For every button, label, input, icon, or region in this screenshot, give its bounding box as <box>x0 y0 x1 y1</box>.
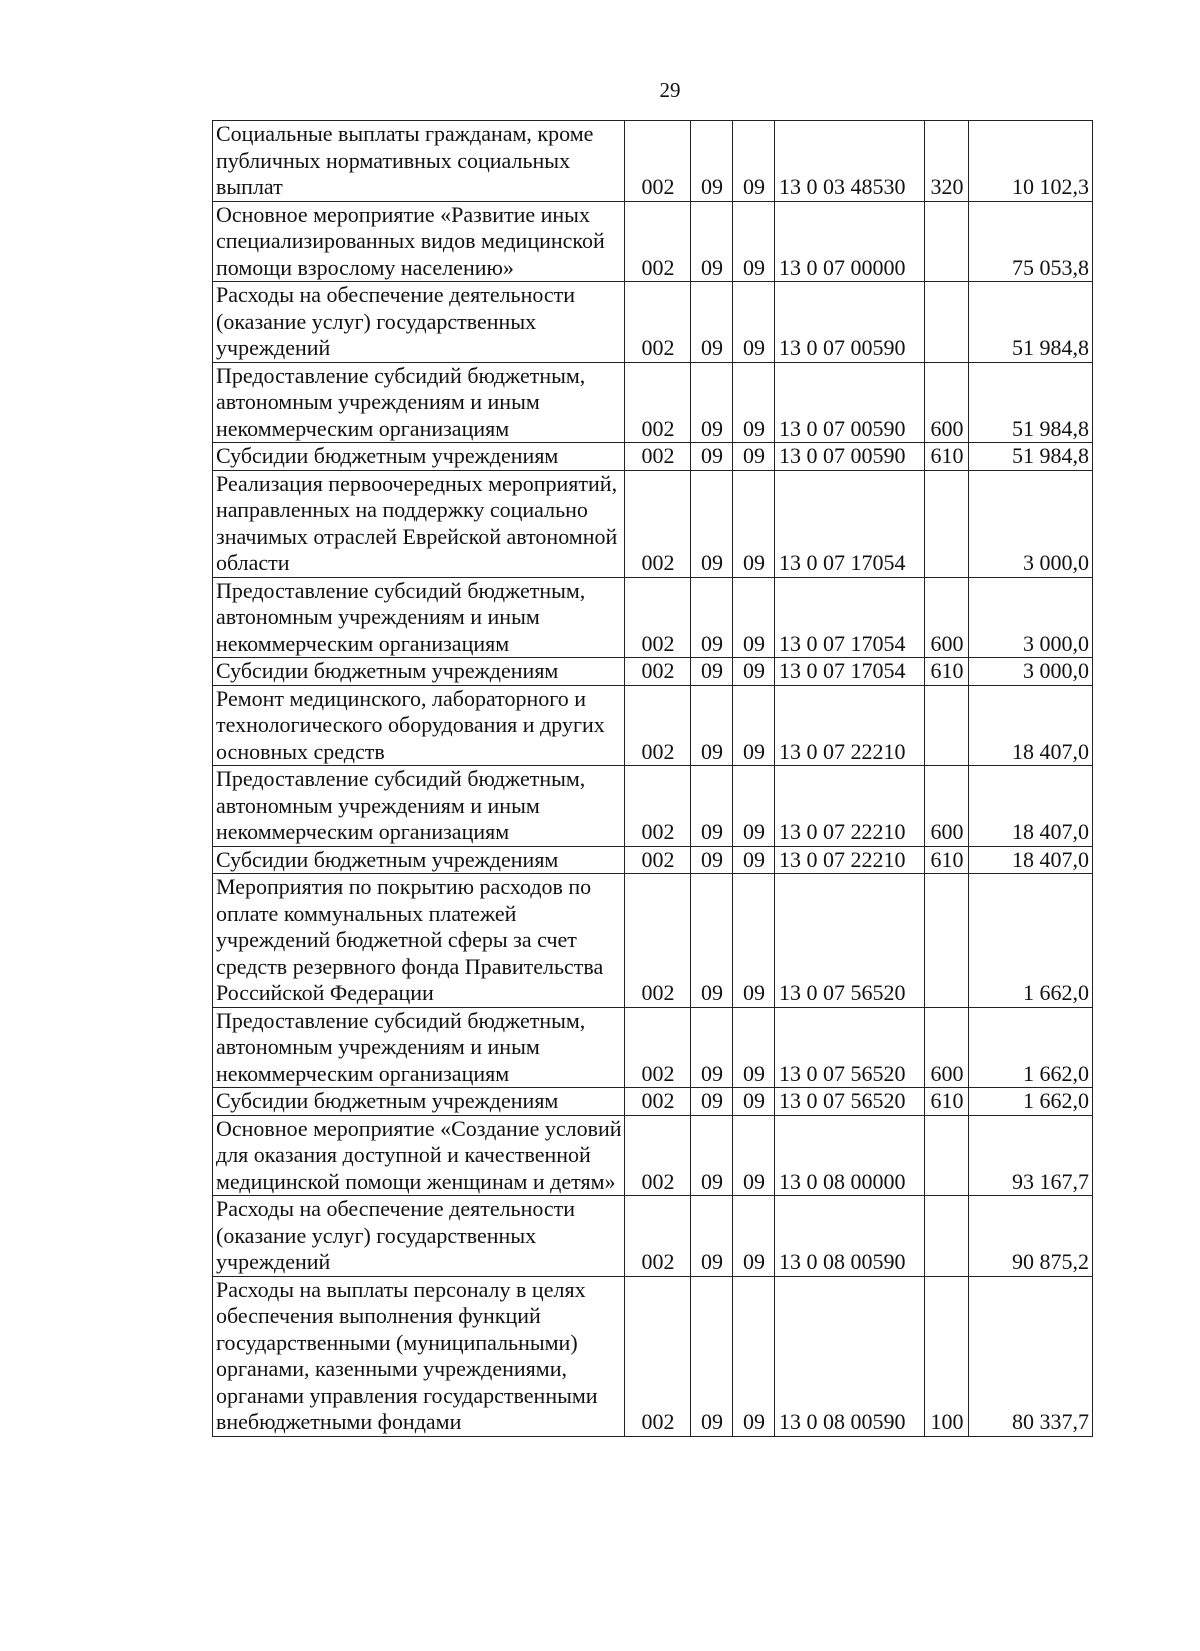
expense-name-cell: Ремонт медицинского, лабораторного и технологического оборудования и других основных средств <box>213 685 625 766</box>
subsection-code-cell: 09 <box>733 685 775 766</box>
table-row <box>213 766 1093 847</box>
subsection-code-cell: 09 <box>733 201 775 282</box>
expense-type-code-cell: 100 <box>925 1276 969 1436</box>
amount-cell: 18 407,0 <box>969 846 1093 874</box>
expense-name-cell: Основное мероприятие «Развитие иных специализированных видов медицинской помощи взрослому населению» <box>213 201 625 282</box>
expense-type-code-cell <box>925 1115 969 1196</box>
budget-table <box>212 120 1093 1437</box>
target-article-code-cell: 13 0 07 56520 <box>775 1088 925 1116</box>
expense-type-code-cell <box>925 1196 969 1277</box>
amount-cell: 1 662,0 <box>969 1088 1093 1116</box>
amount-cell: 18 407,0 <box>969 685 1093 766</box>
ministry-code-cell: 002 <box>625 443 691 471</box>
target-article-code-cell: 13 0 07 17054 <box>775 658 925 686</box>
subsection-code-cell: 09 <box>733 1007 775 1088</box>
amount-cell: 80 337,7 <box>969 1276 1093 1436</box>
section-code-cell: 09 <box>691 470 733 577</box>
table-row <box>213 1196 1093 1277</box>
target-article-code-cell: 13 0 07 00590 <box>775 362 925 443</box>
table-row <box>213 121 1093 202</box>
expense-name-cell: Субсидии бюджетным учреждениям <box>213 443 625 471</box>
amount-cell: 1 662,0 <box>969 874 1093 1008</box>
expense-name-cell: Предоставление субсидий бюджетным, автономным учреждениям и иным некоммерческим организациям <box>213 362 625 443</box>
table-row <box>213 1088 1093 1116</box>
table-row <box>213 685 1093 766</box>
expense-name-cell: Мероприятия по покрытию расходов по оплате коммунальных платежей учреждений бюджетной сферы за счет средств резервного фонда Правительства Российской Федерации <box>213 874 625 1008</box>
section-code-cell: 09 <box>691 1007 733 1088</box>
expense-type-code-cell: 320 <box>925 121 969 202</box>
amount-cell: 93 167,7 <box>969 1115 1093 1196</box>
section-code-cell: 09 <box>691 362 733 443</box>
expense-name-cell: Расходы на выплаты персоналу в целях обеспечения выполнения функций государственными (муниципальными) органами, казенными учреждениями, органами управления государственными внебюджетными фондами <box>213 1276 625 1436</box>
table-row <box>213 282 1093 363</box>
expense-name-cell: Социальные выплаты гражданам, кроме публичных нормативных социальных выплат <box>213 121 625 202</box>
table-row <box>213 846 1093 874</box>
ministry-code-cell: 002 <box>625 874 691 1008</box>
amount-cell: 51 984,8 <box>969 443 1093 471</box>
expense-name-cell: Предоставление субсидий бюджетным, автономным учреждениям и иным некоммерческим организациям <box>213 577 625 658</box>
section-code-cell: 09 <box>691 874 733 1008</box>
section-code-cell: 09 <box>691 577 733 658</box>
subsection-code-cell: 09 <box>733 443 775 471</box>
amount-cell: 18 407,0 <box>969 766 1093 847</box>
ministry-code-cell: 002 <box>625 1276 691 1436</box>
expense-type-code-cell: 600 <box>925 766 969 847</box>
target-article-code-cell: 13 0 07 00590 <box>775 282 925 363</box>
ministry-code-cell: 002 <box>625 1115 691 1196</box>
target-article-code-cell: 13 0 07 22210 <box>775 685 925 766</box>
expense-type-code-cell <box>925 685 969 766</box>
section-code-cell: 09 <box>691 1115 733 1196</box>
expense-type-code-cell <box>925 874 969 1008</box>
section-code-cell: 09 <box>691 443 733 471</box>
expense-type-code-cell <box>925 201 969 282</box>
target-article-code-cell: 13 0 07 00000 <box>775 201 925 282</box>
amount-cell: 3 000,0 <box>969 577 1093 658</box>
table-row <box>213 874 1093 1008</box>
subsection-code-cell: 09 <box>733 1115 775 1196</box>
section-code-cell: 09 <box>691 846 733 874</box>
target-article-code-cell: 13 0 07 56520 <box>775 1007 925 1088</box>
target-article-code-cell: 13 0 03 48530 <box>775 121 925 202</box>
subsection-code-cell: 09 <box>733 362 775 443</box>
expense-type-code-cell: 610 <box>925 846 969 874</box>
amount-cell: 75 053,8 <box>969 201 1093 282</box>
expense-type-code-cell: 610 <box>925 1088 969 1116</box>
expense-name-cell: Субсидии бюджетным учреждениям <box>213 658 625 686</box>
table-row <box>213 1007 1093 1088</box>
section-code-cell: 09 <box>691 1196 733 1277</box>
section-code-cell: 09 <box>691 1276 733 1436</box>
expense-type-code-cell <box>925 282 969 363</box>
subsection-code-cell: 09 <box>733 874 775 1008</box>
expense-name-cell: Предоставление субсидий бюджетным, автономным учреждениям и иным некоммерческим организациям <box>213 1007 625 1088</box>
ministry-code-cell: 002 <box>625 685 691 766</box>
subsection-code-cell: 09 <box>733 121 775 202</box>
expense-name-cell: Основное мероприятие «Создание условий для оказания доступной и качественной медицинской помощи женщинам и детям» <box>213 1115 625 1196</box>
ministry-code-cell: 002 <box>625 658 691 686</box>
ministry-code-cell: 002 <box>625 282 691 363</box>
amount-cell: 10 102,3 <box>969 121 1093 202</box>
amount-cell: 3 000,0 <box>969 658 1093 686</box>
table-row <box>213 470 1093 577</box>
expense-type-code-cell: 610 <box>925 658 969 686</box>
page-number: 29 <box>659 78 681 102</box>
table-body <box>213 121 1093 1437</box>
subsection-code-cell: 09 <box>733 470 775 577</box>
ministry-code-cell: 002 <box>625 1196 691 1277</box>
target-article-code-cell: 13 0 07 17054 <box>775 577 925 658</box>
expense-name-cell: Расходы на обеспечение деятельности (оказание услуг) государственных учреждений <box>213 282 625 363</box>
expense-name-cell: Расходы на обеспечение деятельности (оказание услуг) государственных учреждений <box>213 1196 625 1277</box>
amount-cell: 90 875,2 <box>969 1196 1093 1277</box>
subsection-code-cell: 09 <box>733 282 775 363</box>
ministry-code-cell: 002 <box>625 470 691 577</box>
target-article-code-cell: 13 0 08 00590 <box>775 1196 925 1277</box>
subsection-code-cell: 09 <box>733 1088 775 1116</box>
section-code-cell: 09 <box>691 766 733 847</box>
section-code-cell: 09 <box>691 1088 733 1116</box>
amount-cell: 3 000,0 <box>969 470 1093 577</box>
ministry-code-cell: 002 <box>625 846 691 874</box>
ministry-code-cell: 002 <box>625 1007 691 1088</box>
target-article-code-cell: 13 0 07 56520 <box>775 874 925 1008</box>
table-row <box>213 658 1093 686</box>
target-article-code-cell: 13 0 08 00590 <box>775 1276 925 1436</box>
table-row <box>213 1276 1093 1436</box>
expense-name-cell: Субсидии бюджетным учреждениям <box>213 1088 625 1116</box>
subsection-code-cell: 09 <box>733 1276 775 1436</box>
target-article-code-cell: 13 0 07 22210 <box>775 846 925 874</box>
target-article-code-cell: 13 0 07 17054 <box>775 470 925 577</box>
target-article-code-cell: 13 0 07 22210 <box>775 766 925 847</box>
table-row <box>213 577 1093 658</box>
table-row <box>213 443 1093 471</box>
amount-cell: 51 984,8 <box>969 282 1093 363</box>
ministry-code-cell: 002 <box>625 362 691 443</box>
table-row <box>213 201 1093 282</box>
expense-type-code-cell <box>925 470 969 577</box>
section-code-cell: 09 <box>691 201 733 282</box>
section-code-cell: 09 <box>691 658 733 686</box>
subsection-code-cell: 09 <box>733 577 775 658</box>
expense-type-code-cell: 600 <box>925 577 969 658</box>
target-article-code-cell: 13 0 08 00000 <box>775 1115 925 1196</box>
ministry-code-cell: 002 <box>625 1088 691 1116</box>
expense-type-code-cell: 610 <box>925 443 969 471</box>
expense-name-cell: Субсидии бюджетным учреждениям <box>213 846 625 874</box>
expense-name-cell: Реализация первоочередных мероприятий, направленных на поддержку социально значимых отраслей Еврейской автономной области <box>213 470 625 577</box>
target-article-code-cell: 13 0 07 00590 <box>775 443 925 471</box>
subsection-code-cell: 09 <box>733 658 775 686</box>
ministry-code-cell: 002 <box>625 121 691 202</box>
subsection-code-cell: 09 <box>733 766 775 847</box>
section-code-cell: 09 <box>691 685 733 766</box>
table-row <box>213 1115 1093 1196</box>
subsection-code-cell: 09 <box>733 846 775 874</box>
table-row <box>213 362 1093 443</box>
expense-type-code-cell: 600 <box>925 1007 969 1088</box>
section-code-cell: 09 <box>691 121 733 202</box>
amount-cell: 51 984,8 <box>969 362 1093 443</box>
section-code-cell: 09 <box>691 282 733 363</box>
expense-type-code-cell: 600 <box>925 362 969 443</box>
ministry-code-cell: 002 <box>625 201 691 282</box>
amount-cell: 1 662,0 <box>969 1007 1093 1088</box>
expense-name-cell: Предоставление субсидий бюджетным, автономным учреждениям и иным некоммерческим организациям <box>213 766 625 847</box>
subsection-code-cell: 09 <box>733 1196 775 1277</box>
ministry-code-cell: 002 <box>625 766 691 847</box>
ministry-code-cell: 002 <box>625 577 691 658</box>
